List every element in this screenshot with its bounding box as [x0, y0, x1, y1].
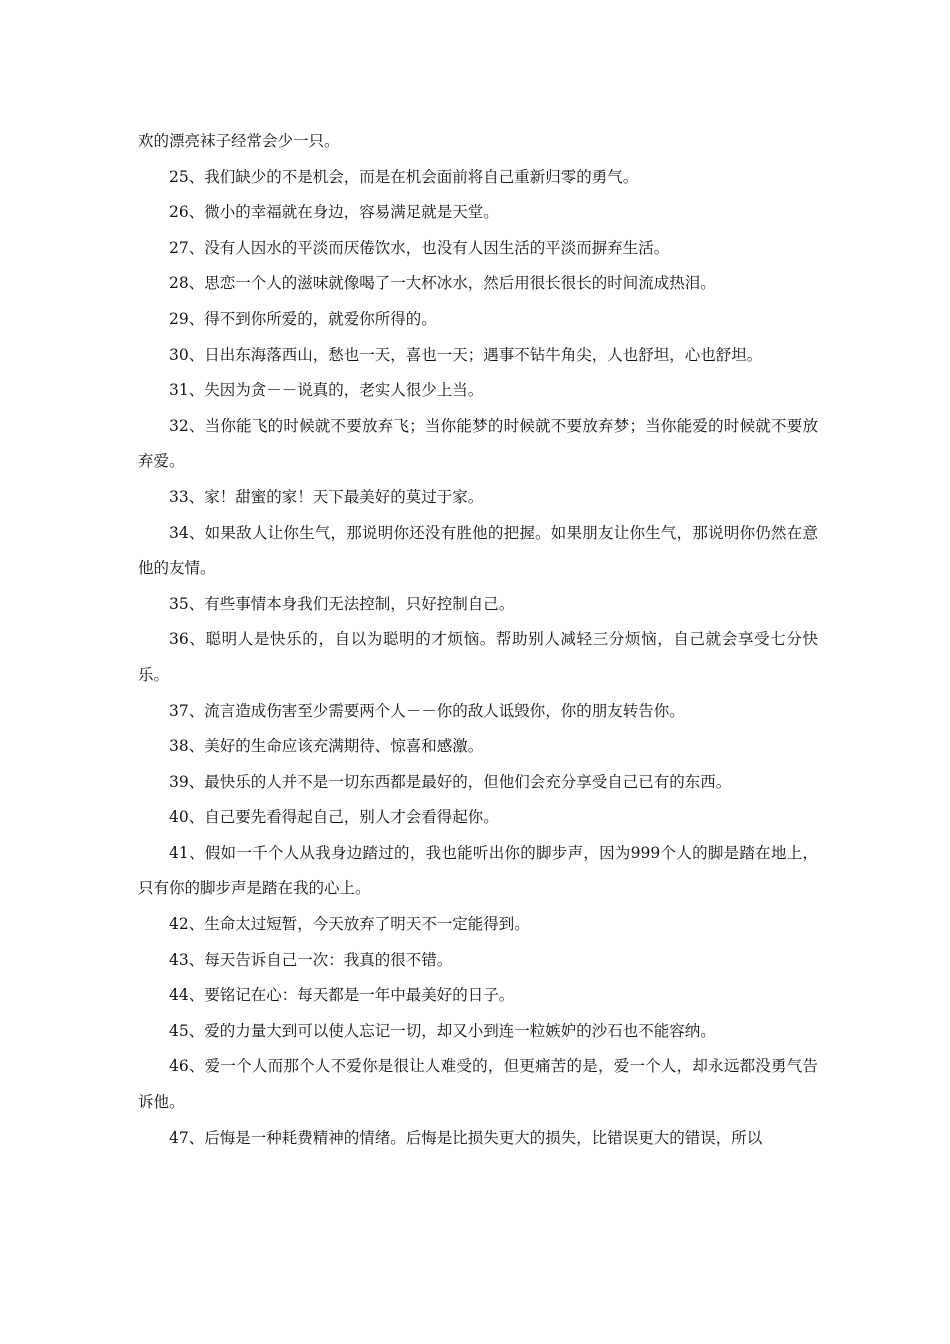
quote-47: 47、后悔是一种耗费精神的情绪。后悔是比损失更大的损失，比错误更大的错误，所以: [169, 1128, 763, 1147]
quote-41: 41、假如一千个人从我身边踏过的，我也能听出你的脚步声，因为999个人的脚是踏在地上，只有你的脚步声是踏在我的心上。: [138, 843, 818, 898]
quote-29: 29、得不到你所爱的，就爱你所得的。: [169, 309, 437, 328]
quote-34: 34、如果敌人让你生气，那说明你还没有胜他的把握。如果朋友让你生气，那说明你仍然在意他的友情。: [138, 523, 818, 578]
quote-26: 26、微小的幸福就在身边，容易满足就是天堂。: [169, 203, 499, 222]
document-body: [138, 124, 818, 1156]
quote-28: 28、思恋一个人的滋味就像喝了一大杯冰水，然后用很长很长的时间流成热泪。: [169, 274, 716, 293]
quote-46: 46、爱一个人而那个人不爱你是很让人难受的，但更痛苦的是，爱一个人，却永远都没勇气告诉他。: [138, 1057, 818, 1112]
quote-33: 33、家！甜蜜的家！天下最美好的莫过于家。: [169, 487, 484, 506]
quote-43: 43、每天告诉自己一次：我真的很不错。: [169, 950, 453, 969]
paragraph-continuation: 欢的漂亮袜子经常会少一只。: [138, 132, 340, 150]
quote-37: 37、流言造成伤害至少需要两个人－－你的敌人诋毁你，你的朋友转告你。: [169, 701, 685, 720]
quote-36: 36、聪明人是快乐的，自以为聪明的才烦恼。帮助别人减轻三分烦恼，自己就会享受七分快乐。: [138, 630, 818, 684]
quote-45: 45、爱的力量大到可以使人忘记一切，却又小到连一粒嫉妒的沙石也不能容纳。: [169, 1021, 716, 1040]
quote-27: 27、没有人因水的平淡而厌倦饮水，也没有人因生活的平淡而摒弃生活。: [169, 238, 670, 257]
quote-31: 31、失因为贪－－说真的，老实人很少上当。: [169, 381, 484, 400]
quote-30: 30、日出东海落西山，愁也一天，喜也一天；遇事不钻牛角尖，人也舒坦，心也舒坦。: [169, 345, 763, 364]
quote-25: 25、我们缺少的不是机会，而是在机会面前将自己重新归零的勇气。: [169, 167, 639, 186]
quote-38: 38、美好的生命应该充满期待、惊喜和感激。: [169, 737, 484, 756]
quote-39: 39、最快乐的人并不是一切东西都是最好的，但他们会充分享受自己已有的东西。: [169, 772, 732, 791]
quote-32: 32、当你能飞的时候就不要放弃飞；当你能梦的时候就不要放弃梦；当你能爱的时候就不要放弃爱。: [138, 416, 818, 471]
quote-42: 42、生命太过短暂，今天放弃了明天不一定能得到。: [169, 915, 530, 934]
quote-44: 44、要铭记在心：每天都是一年中最美好的日子。: [169, 986, 515, 1005]
quote-40: 40、自己要先看得起自己，别人才会看得起你。: [169, 808, 499, 827]
quote-35: 35、有些事情本身我们无法控制，只好控制自己。: [169, 594, 515, 613]
